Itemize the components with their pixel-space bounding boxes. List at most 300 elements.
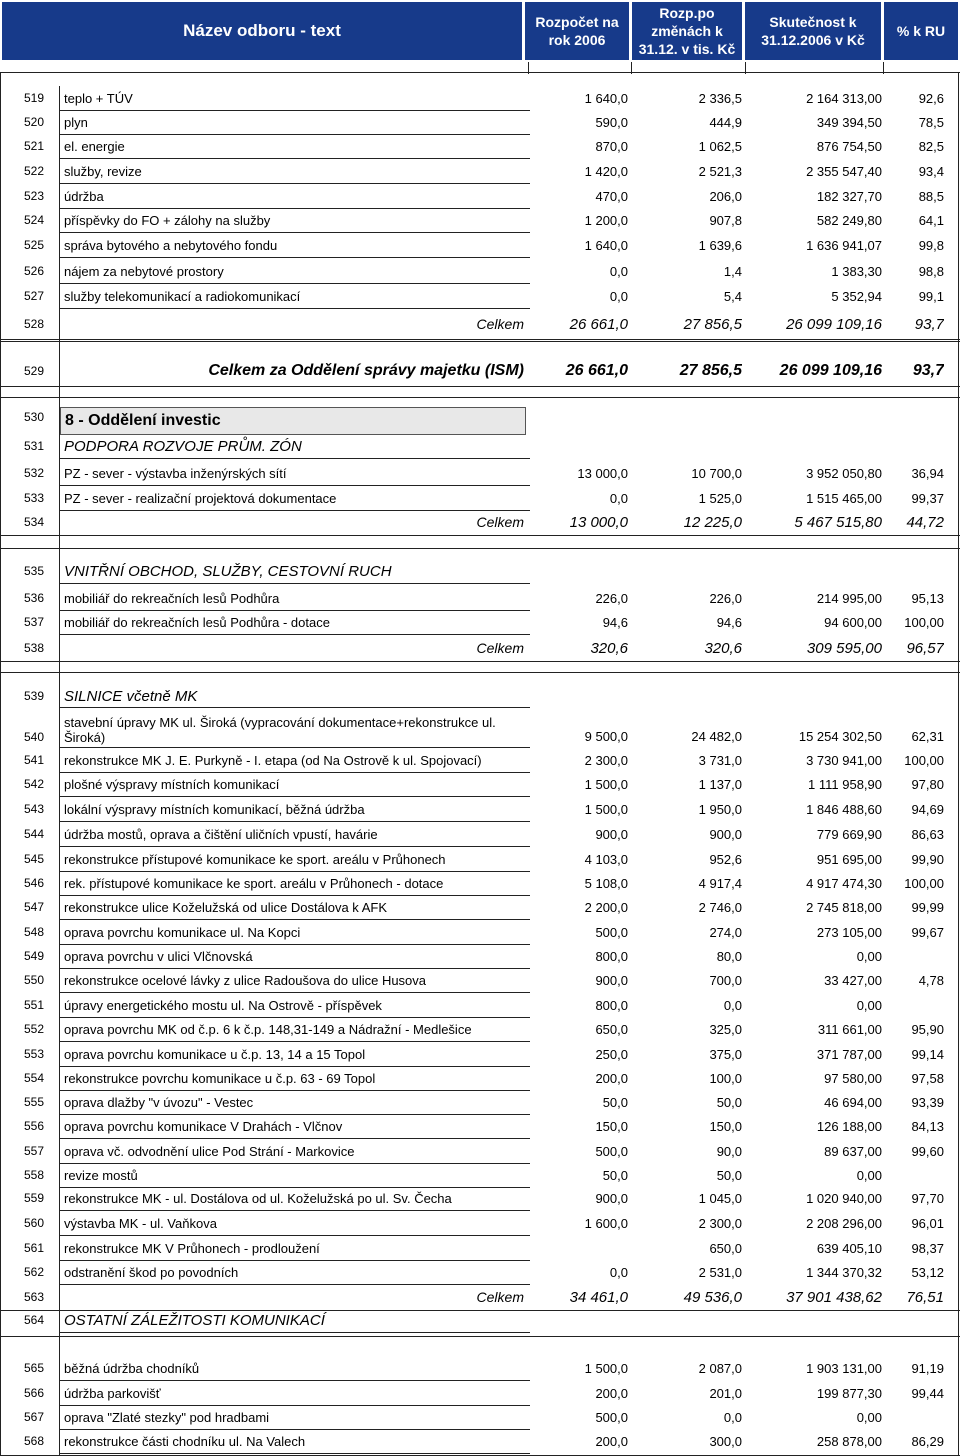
row-actual: 2 164 313,00 xyxy=(806,90,882,106)
row-actual: 2 745 818,00 xyxy=(806,899,882,915)
row-percent: 93,7 xyxy=(912,362,944,379)
row-number: 568 xyxy=(24,1434,45,1448)
row-number: 550 xyxy=(24,973,45,987)
table-row xyxy=(0,233,960,257)
row-actual: 779 669,90 xyxy=(816,826,882,842)
grid-line xyxy=(60,1163,530,1164)
row-actual: 1 111 958,90 xyxy=(808,776,882,792)
row-percent: 64,1 xyxy=(918,212,944,228)
row-percent xyxy=(884,1405,944,1429)
row-budget xyxy=(528,1236,628,1260)
row-description: oprava "Zlaté stezky" pod hradbami xyxy=(64,1409,270,1425)
row-number: 548 xyxy=(24,925,45,939)
grid-line xyxy=(60,1187,530,1188)
row-revised: 2 521,3 xyxy=(698,163,742,179)
row-percent xyxy=(884,944,944,968)
row-actual: 582 249,80 xyxy=(816,212,882,228)
row-description: oprava vč. odvodnění ulice Pod Strání - Markovice xyxy=(64,1143,355,1159)
row-actual xyxy=(746,405,882,429)
row-percent: 86,29 xyxy=(911,1433,944,1449)
row-actual: 37 901 438,62 xyxy=(786,1288,882,1306)
row-revised: 320,6 xyxy=(704,639,742,657)
row-revised: 274,0 xyxy=(709,924,742,940)
row-number: 554 xyxy=(24,1071,45,1085)
row-actual: 371 787,00 xyxy=(816,1046,882,1062)
row-number: 532 xyxy=(24,466,45,480)
row-number: 526 xyxy=(24,264,45,278)
table-row xyxy=(0,586,960,610)
table-row xyxy=(0,1211,960,1235)
row-revised xyxy=(632,685,742,707)
row-actual: 1 515 465,00 xyxy=(806,490,882,506)
grid-line xyxy=(0,386,960,387)
row-percent xyxy=(884,993,944,1017)
table-row xyxy=(0,1429,960,1453)
table-row xyxy=(0,1405,960,1429)
row-budget xyxy=(528,405,628,429)
table-row xyxy=(0,772,960,796)
row-revised: 201,0 xyxy=(709,1385,742,1401)
row-percent: 96,01 xyxy=(911,1215,944,1231)
row-percent: 96,57 xyxy=(906,639,944,657)
row-actual: 126 188,00 xyxy=(816,1118,882,1134)
row-revised: 4 917,4 xyxy=(698,875,742,891)
row-budget: 200,0 xyxy=(595,1385,628,1401)
row-percent xyxy=(884,405,944,429)
row-number: 539 xyxy=(24,689,45,703)
row-revised: 650,0 xyxy=(709,1240,742,1256)
grid-line xyxy=(60,583,530,584)
row-budget: 500,0 xyxy=(595,924,628,940)
row-description: oprava povrchu komunikace ul. Na Kopci xyxy=(64,924,301,940)
row-description: revize mostů xyxy=(64,1167,138,1183)
row-revised: 100,0 xyxy=(709,1070,742,1086)
grid-line xyxy=(60,485,530,486)
row-budget: 1 600,0 xyxy=(584,1215,628,1231)
row-percent: 97,70 xyxy=(911,1190,944,1206)
row-percent: 99,44 xyxy=(911,1385,944,1401)
row-number: 534 xyxy=(24,515,45,529)
row-revised: 2 300,0 xyxy=(698,1215,742,1231)
row-number: 557 xyxy=(24,1144,45,1158)
header-revised-line3: 31.12. v tis. Kč xyxy=(638,41,736,57)
grid-line xyxy=(60,772,530,773)
row-percent: 53,12 xyxy=(911,1264,944,1280)
row-actual: 1 903 131,00 xyxy=(806,1360,882,1376)
grid-line xyxy=(59,86,60,1456)
row-budget: 500,0 xyxy=(595,1143,628,1159)
row-percent: 84,13 xyxy=(911,1118,944,1134)
row-budget: 13 000,0 xyxy=(577,465,628,481)
grid-line xyxy=(60,1114,530,1115)
row-revised: 150,0 xyxy=(709,1118,742,1134)
row-actual: 89 637,00 xyxy=(824,1143,882,1159)
grid-line xyxy=(60,1235,530,1236)
row-description: rekonstrukce MK - ul. Dostálova od ul. Koželužská po ul. Sv. Čecha xyxy=(64,1190,452,1206)
grid-line xyxy=(60,510,530,511)
row-actual: 311 661,00 xyxy=(817,1021,882,1037)
row-description: údržba mostů, oprava a čištění uličních vpustí, havárie xyxy=(64,826,378,842)
row-percent: 86,63 xyxy=(911,826,944,842)
grid-line xyxy=(60,871,530,872)
row-actual xyxy=(746,685,882,707)
row-description: VNITŘNÍ OBCHOD, SLUŽBY, CESTOVNÍ RUCH xyxy=(64,562,392,580)
grid-line xyxy=(60,944,530,945)
row-revised: 1 639,6 xyxy=(698,237,742,253)
row-revised: 27 856,5 xyxy=(679,362,742,379)
row-percent: 91,19 xyxy=(911,1360,944,1376)
grid-line xyxy=(883,62,884,74)
row-number: 553 xyxy=(24,1047,45,1061)
row-actual: 5 352,94 xyxy=(831,288,882,304)
row-description: Celkem xyxy=(476,640,524,656)
row-budget: 320,6 xyxy=(590,639,628,657)
table-row xyxy=(0,284,960,308)
row-number: 563 xyxy=(24,1290,45,1304)
grid-line xyxy=(60,968,530,969)
row-actual: 97 580,00 xyxy=(824,1070,882,1086)
table-row xyxy=(0,1308,960,1332)
row-number: 522 xyxy=(24,164,45,178)
row-budget: 4 103,0 xyxy=(584,851,628,867)
row-percent: 97,58 xyxy=(911,1070,944,1086)
row-percent: 93,4 xyxy=(918,163,944,179)
row-actual: 2 208 296,00 xyxy=(806,1215,882,1231)
row-actual: 46 694,00 xyxy=(824,1094,882,1110)
grid-line xyxy=(60,1453,530,1454)
row-percent: 94,69 xyxy=(911,801,944,817)
grid-line xyxy=(60,308,530,309)
row-number: 567 xyxy=(24,1410,45,1424)
row-percent: 99,90 xyxy=(911,851,944,867)
row-number: 540 xyxy=(24,730,45,744)
grid-line xyxy=(60,846,530,847)
row-percent: 93,39 xyxy=(911,1094,944,1110)
row-number: 523 xyxy=(24,189,45,203)
row-revised: 12 225,0 xyxy=(683,513,742,531)
table-row xyxy=(0,208,960,232)
grid-line xyxy=(60,1066,530,1067)
row-actual: 309 595,00 xyxy=(806,639,882,657)
row-budget: 500,0 xyxy=(595,1409,628,1425)
table-row xyxy=(0,1381,960,1405)
grid-line xyxy=(60,1405,530,1406)
row-percent: 100,00 xyxy=(904,875,944,891)
row-number: 555 xyxy=(24,1095,45,1109)
row-description: rek. přístupové komunikace ke sport. areálu v Průhonech - dotace xyxy=(64,875,444,891)
table-row xyxy=(0,1017,960,1041)
grid-line xyxy=(60,1284,530,1285)
row-actual xyxy=(746,434,882,458)
row-percent: 98,8 xyxy=(918,263,944,279)
row-number: 537 xyxy=(24,615,45,629)
grid-line xyxy=(528,62,529,74)
row-number: 551 xyxy=(24,998,45,1012)
grid-line xyxy=(60,1138,530,1139)
row-percent xyxy=(884,559,944,583)
row-percent: 78,5 xyxy=(918,114,944,130)
row-description: plyn xyxy=(64,114,88,130)
row-percent: 99,37 xyxy=(911,490,944,506)
row-actual: 199 877,30 xyxy=(816,1385,882,1401)
table-row xyxy=(0,559,960,583)
row-number: 538 xyxy=(24,641,45,655)
row-description: Celkem xyxy=(476,316,524,332)
row-actual: 26 099 109,16 xyxy=(786,315,882,333)
row-description: údržba parkovišť xyxy=(64,1385,161,1401)
row-percent: 99,14 xyxy=(911,1046,944,1062)
row-number: 558 xyxy=(24,1168,45,1182)
row-actual: 1 020 940,00 xyxy=(806,1190,882,1206)
row-number: 541 xyxy=(24,753,45,767)
row-number: 520 xyxy=(24,115,45,129)
row-revised: 2 746,0 xyxy=(698,899,742,915)
row-revised: 3 731,0 xyxy=(698,752,742,768)
table-row xyxy=(0,1114,960,1138)
row-actual: 182 327,70 xyxy=(816,188,882,204)
table-row xyxy=(0,847,960,871)
row-budget: 200,0 xyxy=(595,1070,628,1086)
table-row xyxy=(0,309,960,339)
row-budget: 1 640,0 xyxy=(584,237,628,253)
row-number: 556 xyxy=(24,1119,45,1133)
row-number: 519 xyxy=(24,91,45,105)
grid-line xyxy=(60,895,530,896)
row-number: 529 xyxy=(24,364,45,378)
table-row xyxy=(0,434,960,458)
table-row xyxy=(0,920,960,944)
row-budget xyxy=(528,685,628,707)
row-budget: 2 200,0 xyxy=(584,899,628,915)
row-actual: 951 695,00 xyxy=(816,851,882,867)
row-budget: 1 500,0 xyxy=(584,1360,628,1376)
grid-line xyxy=(0,1336,960,1337)
row-budget: 13 000,0 xyxy=(569,513,628,531)
row-actual: 1 846 488,60 xyxy=(806,801,882,817)
row-percent xyxy=(884,434,944,458)
row-percent xyxy=(884,685,944,707)
row-budget xyxy=(528,1308,628,1332)
grid-line xyxy=(60,1260,530,1261)
grid-line xyxy=(60,747,530,748)
row-revised: 0,0 xyxy=(723,997,742,1013)
row-budget: 50,0 xyxy=(602,1167,628,1183)
row-description: OSTATNÍ ZÁLEŽITOSTI KOMUNIKACÍ xyxy=(64,1311,325,1329)
row-revised xyxy=(632,434,742,458)
row-revised: 49 536,0 xyxy=(683,1288,742,1306)
row-budget: 200,0 xyxy=(595,1433,628,1449)
row-description: údržba xyxy=(64,188,104,204)
row-description: oprava povrchu v ulici Vlčnovská xyxy=(64,948,253,964)
grid-line xyxy=(60,919,530,920)
row-description: oprava povrchu komunikace u č.p. 13, 14 a 15 Topol xyxy=(64,1046,366,1062)
row-percent: 93,7 xyxy=(914,315,944,333)
row-actual: 1 344 370,32 xyxy=(806,1264,882,1280)
row-revised: 1 062,5 xyxy=(698,138,742,154)
row-percent: 100,00 xyxy=(904,614,944,630)
grid-line xyxy=(60,1429,530,1430)
row-budget: 1 200,0 xyxy=(584,212,628,228)
grid-line xyxy=(60,610,530,611)
row-number: 535 xyxy=(24,564,45,578)
grid-line xyxy=(60,1210,530,1211)
row-budget: 1 500,0 xyxy=(584,776,628,792)
row-actual: 0,00 xyxy=(856,948,882,964)
row-revised: 444,9 xyxy=(709,114,742,130)
row-description: el. energie xyxy=(64,138,125,154)
table-row xyxy=(0,1284,960,1310)
row-revised: 1 137,0 xyxy=(698,776,742,792)
row-percent: 98,37 xyxy=(911,1240,944,1256)
row-budget: 2 300,0 xyxy=(584,752,628,768)
grid-line xyxy=(60,458,530,459)
row-description: teplo + TÚV xyxy=(64,90,133,106)
row-budget: 900,0 xyxy=(595,826,628,842)
row-number: 547 xyxy=(24,900,45,914)
row-revised: 1 950,0 xyxy=(698,801,742,817)
row-actual: 15 254 302,50 xyxy=(798,729,882,744)
row-actual xyxy=(746,559,882,583)
table-row xyxy=(0,1236,960,1260)
table-row xyxy=(0,1090,960,1114)
grid-line xyxy=(60,158,530,159)
table-row xyxy=(0,356,960,386)
row-actual: 0,00 xyxy=(856,1167,882,1183)
row-description: správa bytového a nebytového fondu xyxy=(64,237,278,253)
table-row xyxy=(0,797,960,821)
row-budget: 1 640,0 xyxy=(584,90,628,106)
row-budget: 870,0 xyxy=(595,138,628,154)
grid-line xyxy=(0,72,1,1456)
row-description: PODPORA ROZVOJE PRŮM. ZÓN xyxy=(64,437,302,455)
row-percent xyxy=(884,1163,944,1187)
row-description: nájem za nebytové prostory xyxy=(64,263,224,279)
row-percent: 36,94 xyxy=(911,465,944,481)
row-number: 549 xyxy=(24,949,45,963)
row-revised: 1 045,0 xyxy=(698,1190,742,1206)
row-description: odstranění škod po povodních xyxy=(64,1264,239,1280)
row-revised: 24 482,0 xyxy=(691,729,742,744)
table-row xyxy=(0,110,960,134)
row-description: plošné výspravy místních komunikací xyxy=(64,776,280,792)
grid-line xyxy=(0,535,960,536)
row-percent: 95,13 xyxy=(911,590,944,606)
table-row xyxy=(0,822,960,846)
row-description: rekonstrukce ocelové lávky z ulice Radoušova do ulice Husova xyxy=(64,972,427,988)
row-description: PZ - sever - realizační projektová dokumentace xyxy=(64,490,337,506)
row-actual: 33 427,00 xyxy=(824,972,882,988)
table-row xyxy=(0,134,960,158)
row-budget: 0,0 xyxy=(609,263,628,279)
row-number: 533 xyxy=(24,491,45,505)
row-percent: 99,67 xyxy=(911,924,944,940)
row-number: 527 xyxy=(24,289,45,303)
row-actual: 258 878,00 xyxy=(816,1433,882,1449)
grid-line xyxy=(0,661,960,662)
row-revised: 94,6 xyxy=(716,614,742,630)
row-description: oprava dlažby "v úvozu" - Vestec xyxy=(64,1094,254,1110)
table-row xyxy=(0,405,960,429)
row-actual: 26 099 109,16 xyxy=(779,362,882,379)
row-revised: 900,0 xyxy=(709,826,742,842)
table-row xyxy=(0,461,960,485)
row-percent: 62,31 xyxy=(911,729,944,744)
row-number: 545 xyxy=(24,852,45,866)
row-revised: 0,0 xyxy=(723,1409,742,1425)
row-description: stavební úpravy MK ul. Široká (vypracování dokumentace+rekonstrukce ul. Široká) xyxy=(64,715,496,745)
table-row xyxy=(0,1356,960,1380)
header-actual-line1: Skutečnost k xyxy=(769,14,857,30)
row-revised: 206,0 xyxy=(709,188,742,204)
row-number: 546 xyxy=(24,876,45,890)
row-revised: 2 531,0 xyxy=(698,1264,742,1280)
row-revised: 226,0 xyxy=(709,590,742,606)
table-row xyxy=(0,968,960,992)
row-description: Celkem za Oddělení správy majetku (ISM) xyxy=(208,362,524,379)
row-number: 530 xyxy=(24,410,45,424)
row-description: Celkem xyxy=(476,514,524,530)
row-percent: 99,99 xyxy=(911,899,944,915)
header-revised-line1: Rozp.po xyxy=(659,5,715,21)
row-number: 542 xyxy=(24,777,45,791)
row-budget: 900,0 xyxy=(595,1190,628,1206)
row-revised: 90,0 xyxy=(716,1143,742,1159)
table-row xyxy=(0,895,960,919)
header-pct: % k RU xyxy=(896,23,946,39)
row-percent: 82,5 xyxy=(918,138,944,154)
table-row xyxy=(0,1042,960,1066)
grid-line xyxy=(60,232,530,233)
table-row xyxy=(0,1139,960,1163)
row-revised: 50,0 xyxy=(716,1094,742,1110)
grid-line xyxy=(745,62,746,74)
row-description: mobiliář do rekreačních lesů Podhůra xyxy=(64,590,280,606)
row-budget: 650,0 xyxy=(595,1021,628,1037)
header-budget-line2: rok 2006 xyxy=(548,32,606,48)
row-budget: 26 661,0 xyxy=(565,362,628,379)
header-actual-line2: 31.12.2006 v Kč xyxy=(761,32,865,48)
row-number: 561 xyxy=(24,1241,45,1255)
table-row xyxy=(0,871,960,895)
row-revised: 325,0 xyxy=(709,1021,742,1037)
table-row xyxy=(0,1186,960,1210)
grid-line xyxy=(958,72,959,1456)
grid-line xyxy=(60,821,530,822)
grid-line xyxy=(60,707,530,708)
grid-line xyxy=(60,208,530,209)
row-revised: 1,4 xyxy=(723,263,742,279)
row-budget xyxy=(528,559,628,583)
grid-line xyxy=(60,1017,530,1018)
grid-line xyxy=(0,341,960,342)
row-description: výstavba MK - ul. Vaňkova xyxy=(64,1215,217,1231)
row-actual: 94 600,00 xyxy=(824,614,882,630)
row-number: 521 xyxy=(24,139,45,153)
row-budget: 94,6 xyxy=(602,614,628,630)
row-percent: 95,90 xyxy=(911,1021,944,1037)
row-description: úpravy energetického mostu ul. Na Ostrově - příspěvek xyxy=(64,997,382,1013)
grid-line xyxy=(60,257,530,258)
row-budget: 150,0 xyxy=(595,1118,628,1134)
row-budget: 1 420,0 xyxy=(584,163,628,179)
row-revised: 2 336,5 xyxy=(698,90,742,106)
row-number: 566 xyxy=(24,1386,45,1400)
row-number: 552 xyxy=(24,1022,45,1036)
table-row xyxy=(0,635,960,661)
grid-line xyxy=(0,1310,960,1311)
grid-line xyxy=(0,548,960,549)
row-description: rekonstrukce MK J. E. Purkyně - I. etapa (od Na Ostrově k ul. Spojovací) xyxy=(64,752,482,768)
